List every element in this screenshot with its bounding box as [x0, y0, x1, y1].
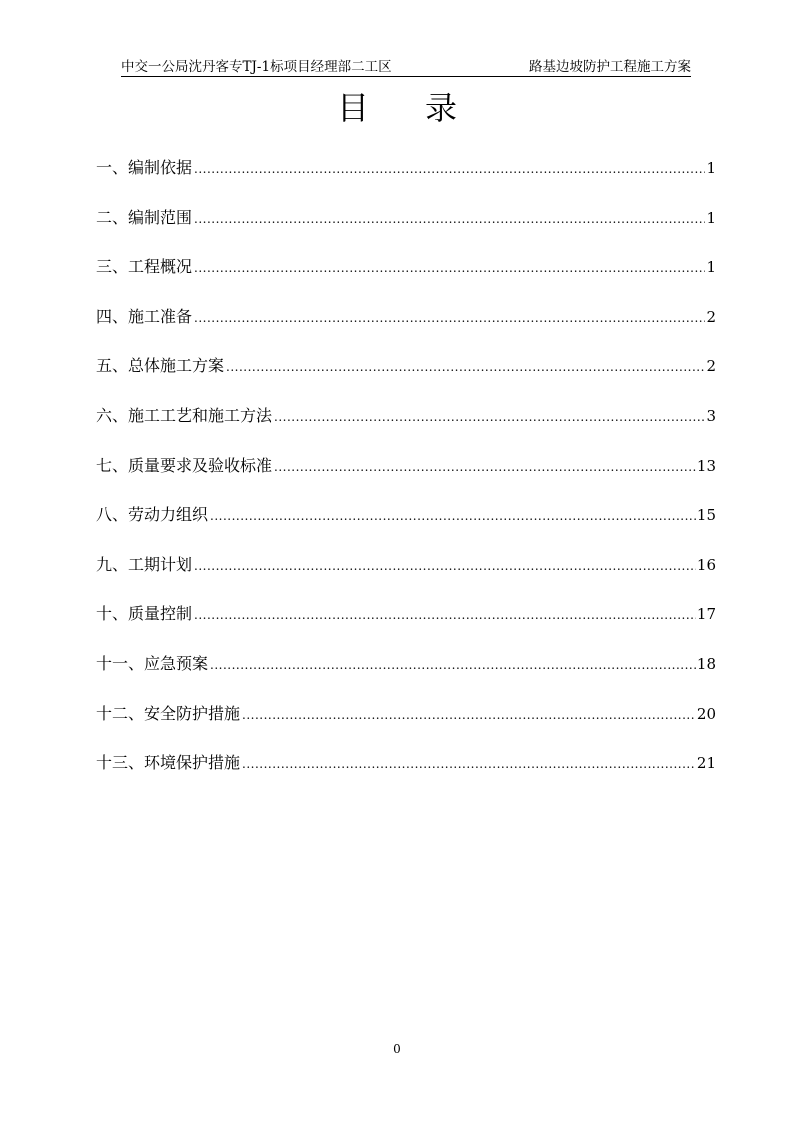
page-header: [121, 58, 691, 77]
toc-entry-page: 1: [706, 208, 716, 227]
toc-entry[interactable]: [96, 501, 716, 551]
toc-entry[interactable]: [96, 253, 716, 303]
toc-entry-label: 二、编制范围: [96, 207, 193, 227]
toc-leader-dots: [274, 403, 705, 431]
toc-entry-label: 三、工程概况: [96, 257, 193, 277]
toc-entry-page: 2: [706, 307, 716, 326]
toc-entry[interactable]: [96, 650, 716, 700]
toc-entry-label: 一、编制依据: [96, 158, 193, 177]
toc-entry-page: 2: [706, 357, 716, 376]
toc-entry-label: 十、质量控制: [96, 604, 193, 624]
toc-leader-dots: [242, 750, 696, 778]
toc-entry-page: 18: [696, 654, 716, 673]
toc-entry-label: 十三、环境保护措施: [96, 753, 241, 773]
toc-leader-dots: [194, 205, 705, 233]
toc-entry-page: 1: [706, 258, 716, 277]
toc-entry-label: 七、质量要求及验收标准: [96, 455, 273, 475]
toc-title: 目录: [336, 89, 513, 127]
toc-entry-label: 九、工期计划: [96, 554, 193, 574]
toc-entry-label: 八、劳动力组织: [96, 505, 209, 525]
toc-entry-page: 15: [696, 506, 716, 525]
toc-entry-page: 16: [696, 555, 716, 574]
toc-entry[interactable]: [96, 303, 716, 353]
toc-leader-dots: [226, 353, 705, 381]
toc-entry-page: 1: [706, 159, 716, 177]
toc-entry[interactable]: [96, 551, 716, 601]
toc-leader-dots: [274, 453, 696, 481]
header-organization: 中交一公局沈丹客专TJ-1标项目经理部二工区: [121, 59, 392, 75]
toc-leader-dots: [242, 701, 696, 729]
toc-leader-dots: [194, 304, 705, 332]
toc-entry-page: 13: [696, 456, 716, 475]
page-number: 0: [393, 1042, 401, 1056]
toc-entry-page: 21: [696, 754, 716, 773]
toc-entry[interactable]: [96, 749, 716, 799]
toc-leader-dots: [210, 502, 696, 530]
toc-entry-label: 六、施工工艺和施工方法: [96, 405, 273, 425]
toc-entry-label: 四、施工准备: [96, 306, 193, 326]
toc-entry[interactable]: [96, 352, 716, 402]
toc-entry[interactable]: [96, 154, 716, 204]
toc-entry[interactable]: [96, 402, 716, 452]
toc-entry-label: 十二、安全防护措施: [96, 703, 241, 723]
toc-leader-dots: [194, 155, 705, 183]
toc-entry[interactable]: [96, 700, 716, 750]
toc-leader-dots: [194, 601, 696, 629]
toc-leader-dots: [210, 651, 696, 679]
toc-entry-page: 17: [696, 605, 716, 624]
toc-entry-page: 20: [696, 704, 716, 723]
toc-leader-dots: [194, 254, 705, 282]
toc-leader-dots: [194, 552, 696, 580]
toc-entry-label: 十一、应急预案: [96, 653, 209, 673]
toc-entry-label: 五、总体施工方案: [96, 356, 225, 376]
toc-entry[interactable]: [96, 600, 716, 650]
toc-entry[interactable]: [96, 452, 716, 502]
toc-entry[interactable]: [96, 204, 716, 254]
header-document-title: 路基边坡防护工程施工方案: [529, 59, 691, 75]
toc-entry-page: 3: [706, 406, 716, 425]
table-of-contents: [96, 154, 716, 799]
